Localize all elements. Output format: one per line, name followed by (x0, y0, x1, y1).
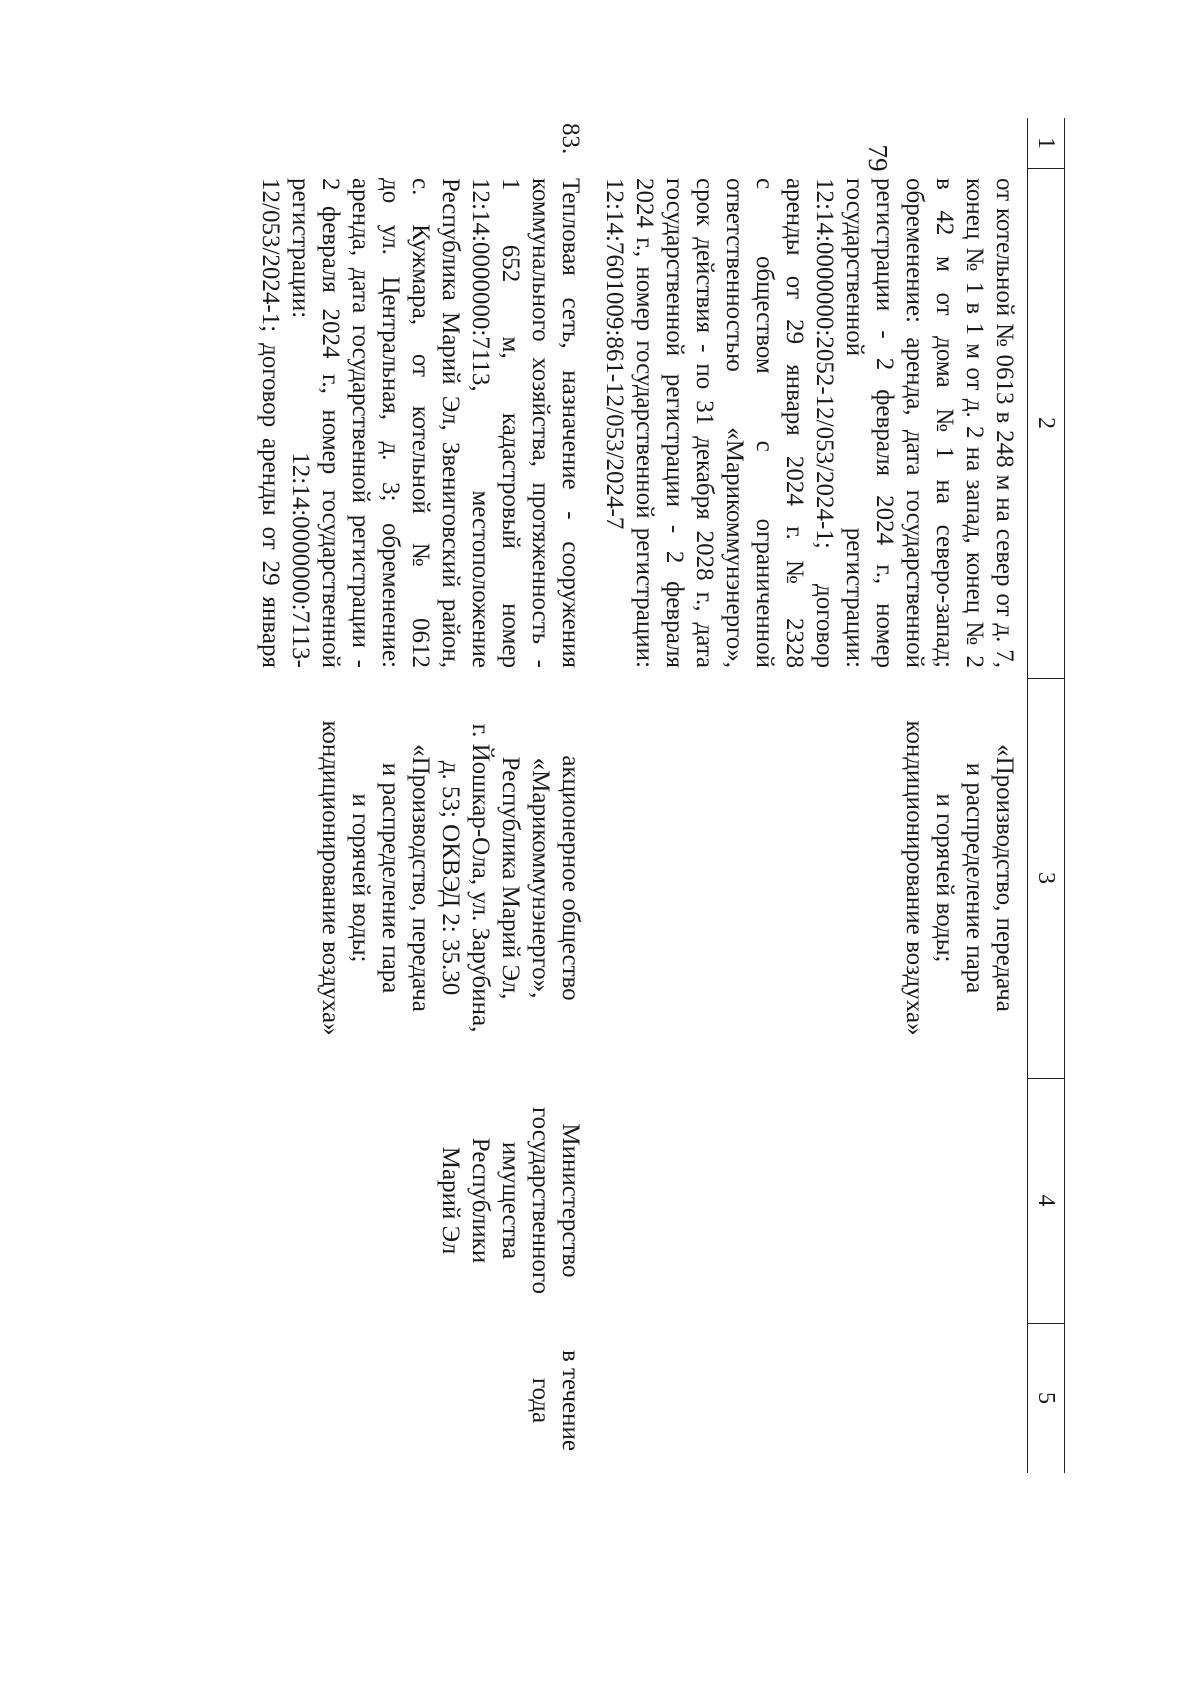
table-frame (175, 118, 1075, 1548)
text-line: до ул. Центральная, д. 3; обременение: (377, 178, 404, 668)
header-col-5: 5 (1033, 1392, 1059, 1404)
text-line: с обществом с ограниченной (751, 178, 778, 668)
text-line: Марий Эл (437, 1146, 464, 1255)
text-line: конец № 1 в 1 м от д. 2 на запад, конец № 2 (961, 178, 988, 668)
text-line: Республика Марий Эл, Звениговский район, (437, 178, 464, 668)
text-line: года (527, 1377, 554, 1424)
text-line: г. Йошкар-Ола, ул. Зарубина, (467, 723, 494, 1033)
text-line: «Марикоммунэнерго», (527, 757, 554, 999)
text-line: 12:14:0000000:2052-12/053/2024-1; договор (811, 178, 838, 668)
text-line: и горячей воды; (931, 793, 958, 963)
header-col-2: 2 (1033, 417, 1059, 429)
object-description (255, 178, 585, 668)
text-line: д. 53; ОКВЭД 2: 35.30 (437, 760, 464, 996)
text-line: акционерное общество (557, 755, 584, 1001)
text-line: Республика Марий Эл, (497, 756, 524, 1000)
text-line: государственной регистрации: (841, 178, 868, 668)
text-line: регистрации: 12:14:0000000:7113- (287, 178, 314, 668)
text-line: Республики (467, 1137, 494, 1264)
rotated-table (175, 118, 1075, 1548)
text-line: в течение (557, 1350, 584, 1451)
text-line: «Производство, передача (991, 744, 1018, 1012)
text-line: 1 652 м, кадастровый номер (497, 178, 524, 668)
header-col-4: 4 (1033, 1194, 1059, 1207)
text-line: Тепловая сеть, назначение - сооружения (557, 178, 584, 668)
text-line: 12/053/2024-1; договор аренды от 29 января (257, 178, 284, 668)
text-line: обременение: аренда, дата государственной (901, 178, 928, 668)
text-line: ответственностью «Марикоммунэнерго», (721, 178, 748, 668)
text-line: срок действия - по 31 декабря 2028 г., дата (691, 178, 718, 668)
header-col-3: 3 (1033, 872, 1059, 884)
text-line: кондиционирование воздуха» (901, 720, 928, 1036)
row-number: 83. (557, 123, 584, 155)
text-line: коммунального хозяйства, протяженность - (527, 178, 554, 668)
text-line: с. Кужмара, от котельной № 0612 (407, 178, 434, 668)
text-line: 2 февраля 2024 г., номер государственной (317, 178, 344, 668)
text-line: в 42 м от дома №1 на северо-запад; (931, 178, 958, 668)
text-line: Министерство (557, 1123, 584, 1278)
text-line: 2024 г., номер государственной регистрации: (631, 178, 658, 668)
text-line: государственной регистрации - 2 февраля (661, 178, 688, 668)
text-line: аренда, дата государственной регистрации - (347, 178, 374, 668)
text-line: аренды от 29 января 2024 г. № 2328 (781, 178, 808, 668)
text-line: имущества (497, 1141, 524, 1260)
tenant-info (899, 683, 1019, 1073)
tenant-info (315, 683, 585, 1073)
responsible-body (435, 1083, 585, 1318)
text-line: кондиционирование воздуха» (317, 720, 344, 1036)
text-line: «Производство, передача (407, 744, 434, 1012)
text-line: и распределение пара (961, 762, 988, 994)
text-line: регистрации - 2 февраля 2024 г., номер (871, 178, 898, 668)
text-line: 12:14:7601009:861-12/053/2024-7 (601, 178, 628, 530)
text-line: 12:14:0000000:7113, местоположение (467, 178, 494, 668)
page-number: 79 (863, 144, 893, 172)
text-line: государственного (527, 1107, 554, 1294)
object-description (599, 178, 1019, 668)
header-col-1: 1 (1033, 137, 1059, 149)
text-line: и горячей воды; (347, 793, 374, 963)
deadline (525, 1328, 585, 1473)
text-line: от котельной № 0613 в 248 м на север от д. 7, (991, 178, 1018, 668)
table-header-row (1027, 118, 1065, 1473)
text-line: и распределение пара (377, 762, 404, 994)
